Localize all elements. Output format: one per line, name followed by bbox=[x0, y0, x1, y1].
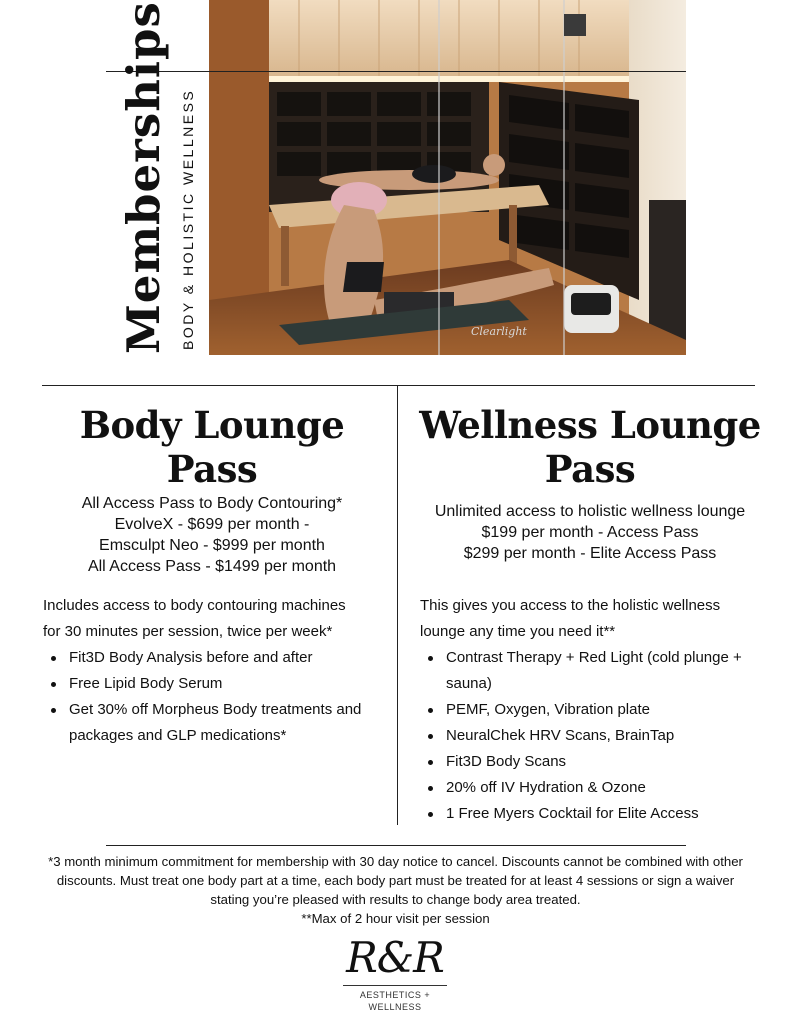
pricing-line: $299 per month - Elite Access Pass bbox=[463, 545, 717, 562]
logo-rule bbox=[343, 985, 447, 986]
column-divider bbox=[397, 385, 398, 825]
wellness-lounge-title: Wellness Lounge Pass bbox=[419, 403, 761, 491]
pricing-line: Emsculpt Neo - $999 per month bbox=[99, 537, 325, 554]
wellness-lounge-intro bbox=[420, 593, 770, 645]
intro-line: lounge any time you need it** bbox=[420, 623, 616, 640]
list-item: 20% off IV Hydration & Ozone bbox=[420, 775, 770, 801]
list-item: Free Lipid Body Serum bbox=[43, 671, 388, 697]
pricing-line: $199 per month - Access Pass bbox=[481, 524, 699, 541]
vertical-title bbox=[117, 1, 170, 354]
page-title: Memberships bbox=[117, 1, 170, 354]
disclaimer-text: *3 month minimum commitment for membership with 30 day notice to cancel. Discounts cannot be combined with other discounts. Must treat one body part at a time, each body part must be treated for at least 4 sessions or sign a waiver stating you’re pleased with results to change body area treated. bbox=[48, 854, 743, 907]
visit-note: **Max of 2 hour visit per session bbox=[301, 911, 490, 926]
wellness-lounge-pricing bbox=[405, 501, 775, 564]
list-item: NeuralChek HRV Scans, BrainTap bbox=[420, 723, 770, 749]
wellness-lounge-features bbox=[420, 645, 770, 827]
logo-mark: R&R bbox=[346, 933, 444, 982]
logo-tagline: AESTHETICS + WELLNESS bbox=[359, 990, 431, 1012]
body-lounge-pricing bbox=[42, 493, 382, 577]
section-rule bbox=[42, 385, 755, 386]
sauna-photo bbox=[209, 0, 686, 355]
top-rule bbox=[106, 71, 686, 72]
intro-line: This gives you access to the holistic wellness bbox=[420, 597, 721, 614]
pricing-line: EvolveX - $699 per month - bbox=[114, 516, 310, 533]
brand-logo bbox=[340, 933, 450, 1012]
pricing-line: Unlimited access to holistic wellness lounge bbox=[434, 503, 746, 520]
list-item: Contrast Therapy + Red Light (cold plunge + sauna) bbox=[420, 645, 770, 697]
sauna-illustration bbox=[209, 0, 686, 355]
list-item: Fit3D Body Analysis before and after bbox=[43, 645, 388, 671]
page-subtitle: BODY & HOLISTIC WELLNESS bbox=[180, 88, 196, 350]
disclaimer bbox=[40, 852, 751, 928]
pricing-line: All Access Pass to Body Contouring* bbox=[81, 495, 343, 512]
pricing-line: All Access Pass - $1499 per month bbox=[87, 558, 337, 575]
body-lounge-intro bbox=[43, 593, 388, 645]
list-item: 1 Free Myers Cocktail for Elite Access bbox=[420, 801, 770, 827]
list-item: Fit3D Body Scans bbox=[420, 749, 770, 775]
list-item: PEMF, Oxygen, Vibration plate bbox=[420, 697, 770, 723]
vertical-subtitle bbox=[178, 82, 198, 352]
intro-line: for 30 minutes per session, twice per week* bbox=[43, 623, 333, 640]
footer-rule bbox=[106, 845, 686, 846]
body-lounge-features bbox=[43, 645, 388, 749]
list-item: Get 30% off Morpheus Body treatments and packages and GLP medications* bbox=[43, 697, 388, 749]
body-lounge-title: Body Lounge Pass bbox=[79, 403, 345, 491]
clearlight-brand: Clearlight bbox=[471, 325, 527, 338]
intro-line: Includes access to body contouring machines bbox=[43, 597, 346, 614]
